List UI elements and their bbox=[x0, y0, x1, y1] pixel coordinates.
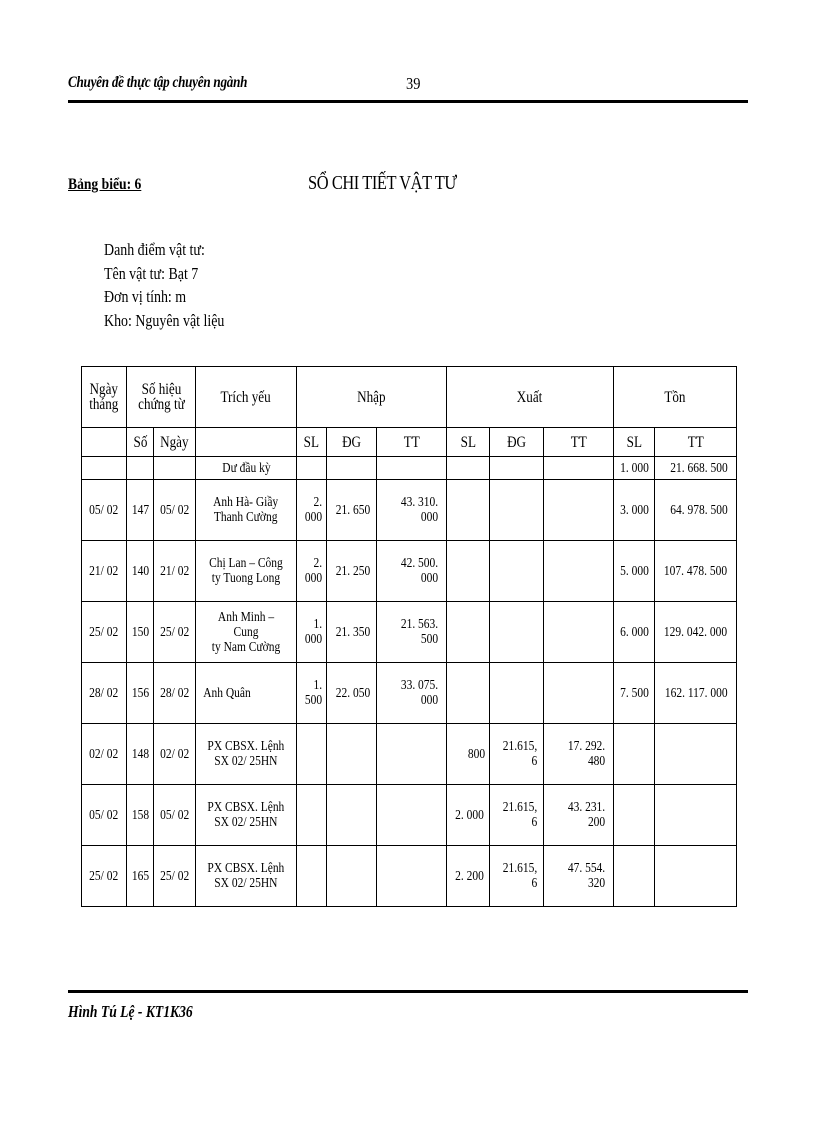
header-rule bbox=[68, 100, 748, 103]
material-info bbox=[104, 238, 251, 332]
opening-stock-sl: 1. 000 bbox=[614, 457, 655, 480]
header-stock-tt: TT bbox=[655, 428, 737, 457]
opening-stock-tt: 21. 668. 500 bbox=[655, 457, 737, 480]
table-label: Bảng biểu: 6 bbox=[68, 176, 142, 193]
info-warehouse: Kho: Nguyên vật liệu bbox=[104, 310, 225, 330]
header-in-dg: ĐG bbox=[327, 428, 377, 457]
header-so: Số bbox=[127, 428, 154, 457]
footer-rule bbox=[68, 990, 748, 993]
header-out-sl: SL bbox=[447, 428, 490, 457]
header-out-dg: ĐG bbox=[490, 428, 544, 457]
document-title: SỔ CHI TIẾT VẬT TƯ bbox=[308, 172, 457, 194]
header-import: Nhập bbox=[297, 367, 447, 428]
header-row-1 bbox=[82, 367, 737, 428]
header-ngay: Ngày bbox=[154, 428, 196, 457]
header-export: Xuất bbox=[447, 367, 614, 428]
table-row: 05/ 02 158 05/ 02 PX CBSX. Lệnh SX 02/ 25HN 2. 000 21.615, 6 43. 231. 200 bbox=[82, 785, 737, 846]
footer-author: Hình Tú Lệ - KT1K36 bbox=[68, 1002, 193, 1021]
header-blank bbox=[82, 428, 127, 457]
header-summary: Trích yếu bbox=[196, 367, 297, 428]
header-stock: Tồn bbox=[614, 367, 737, 428]
header-blank bbox=[196, 428, 297, 457]
page-header bbox=[68, 72, 748, 100]
opening-balance-row bbox=[82, 457, 737, 480]
table-row: 25/ 02 165 25/ 02 PX CBSX. Lệnh SX 02/ 25HN 2. 200 21.615, 6 47. 554. 320 bbox=[82, 846, 737, 907]
header-out-tt: TT bbox=[544, 428, 614, 457]
table-row: 25/ 02 150 25/ 02 Anh Minh –Cung ty Nam Cường 1. 000 21. 350 21. 563. 500 6. 000 129. 042. 000 bbox=[82, 602, 737, 663]
table-row: 28/ 02 156 28/ 02 Anh Quân 1. 500 22. 050 33. 075. 000 7. 500 162. 117. 000 bbox=[82, 663, 737, 724]
info-name: Tên vật tư: Bạt 7 bbox=[104, 263, 199, 283]
header-in-sl: SL bbox=[297, 428, 327, 457]
page-number: 39 bbox=[406, 74, 421, 93]
table-row: 05/ 02 147 05/ 02 Anh Hà- Giầy Thanh Cường 2. 000 21. 650 43. 310. 000 3. 000 64. 978. 500 bbox=[82, 480, 737, 541]
opening-summary: Dư đầu kỳ bbox=[196, 457, 297, 480]
header-date: Ngày tháng bbox=[82, 367, 127, 428]
header-title: Chuyên đề thực tập chuyên ngành bbox=[68, 74, 248, 91]
info-code: Danh điểm vật tư: bbox=[104, 240, 205, 259]
header-stock-sl: SL bbox=[614, 428, 655, 457]
info-unit: Đơn vị tính: m bbox=[104, 287, 187, 306]
table-row: 21/ 02 140 21/ 02 Chị Lan – Công ty Tuong Long 2. 000 21. 250 42. 500. 000 5. 000 107. 478. 500 bbox=[82, 541, 737, 602]
header-in-tt: TT bbox=[377, 428, 447, 457]
header-row-2 bbox=[82, 428, 737, 457]
material-ledger-table bbox=[81, 366, 737, 907]
header-doc-no: Số hiệu chứng từ bbox=[127, 367, 196, 428]
table-row: 02/ 02 148 02/ 02 PX CBSX. Lệnh SX 02/ 25HN 800 21.615, 6 17. 292. 480 bbox=[82, 724, 737, 785]
